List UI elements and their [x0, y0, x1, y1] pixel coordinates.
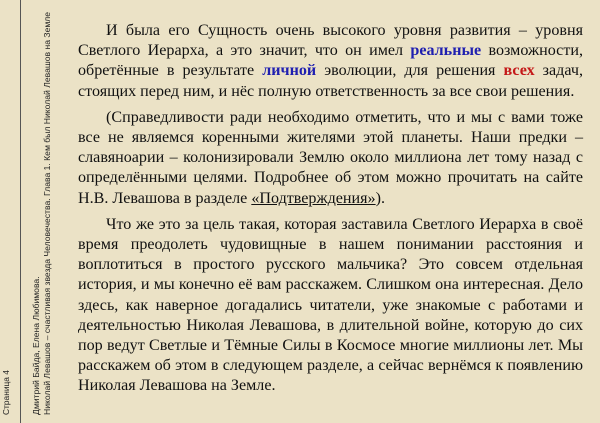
paragraph-1-text-d: задач, стоящих перед ним, и нёс полную ответственность за все свои решения.: [78, 62, 583, 100]
paragraph-1: [78, 21, 583, 102]
confirmations-link[interactable]: «Подтверждения»: [251, 189, 376, 207]
paragraph-1-text-c: эволюции, для решения: [316, 62, 504, 80]
paragraph-2-text-b: ).: [375, 189, 385, 207]
paragraph-3: Что же это за цель такая, которая заставила Светлого Иерарха в своё время преодолеть чудовищные в нашем понимании расстояния и воплотиться в простого русского мальчика? Это совсем отдельная история, и мы конечно её вам расскажем. Слишком она интересная. Дело здесь, как наверное догадались читатели, уже знакомые с работами и деятельностью Николая Левашова, в длительной войне, которую до сих пор ведут Светлые и Тёмные Силы в Космосе многие миллионы лет. Мы расскажем об этом в следующем разделе, а сейчас вернёмся к появлению Николая Левашова на Земле.: [78, 215, 583, 395]
body-text: [78, 21, 583, 403]
book-title-line: Николай Левашов – счастливая звезда Человечества. Глава 1. Кем был Николай Левашов на Земле: [42, 11, 52, 415]
page-number: Страница 4: [1, 370, 11, 415]
paragraph-2-text-a: (Справедливости ради необходимо отметить, что и мы с вами тоже все не являемся коренными жителями этой планеты. Наши предки – славяноарии – колонизировали Землю около миллиона лет тому назад с определёнными целями. Подробнее об этом можно прочитать на сайте Н.В. Левашова в разделе: [78, 108, 583, 207]
paragraph-1-text-a: И была его Сущность очень высокого уровня развития – уровня Светлого Иерарха, а это значит, что он имел: [78, 22, 583, 60]
authors-line: Дмитрий Байда, Елена Любимова.: [31, 276, 41, 415]
page-sidebar: [0, 0, 62, 423]
highlight-personal: личной: [262, 62, 317, 80]
highlight-all: всех: [503, 62, 535, 80]
paragraph-1-text-b: возможности, обретённые в результате: [78, 42, 583, 80]
highlight-real: реальные: [410, 42, 482, 60]
paragraph-2: [78, 108, 583, 209]
sidebar-divider: [20, 0, 21, 423]
